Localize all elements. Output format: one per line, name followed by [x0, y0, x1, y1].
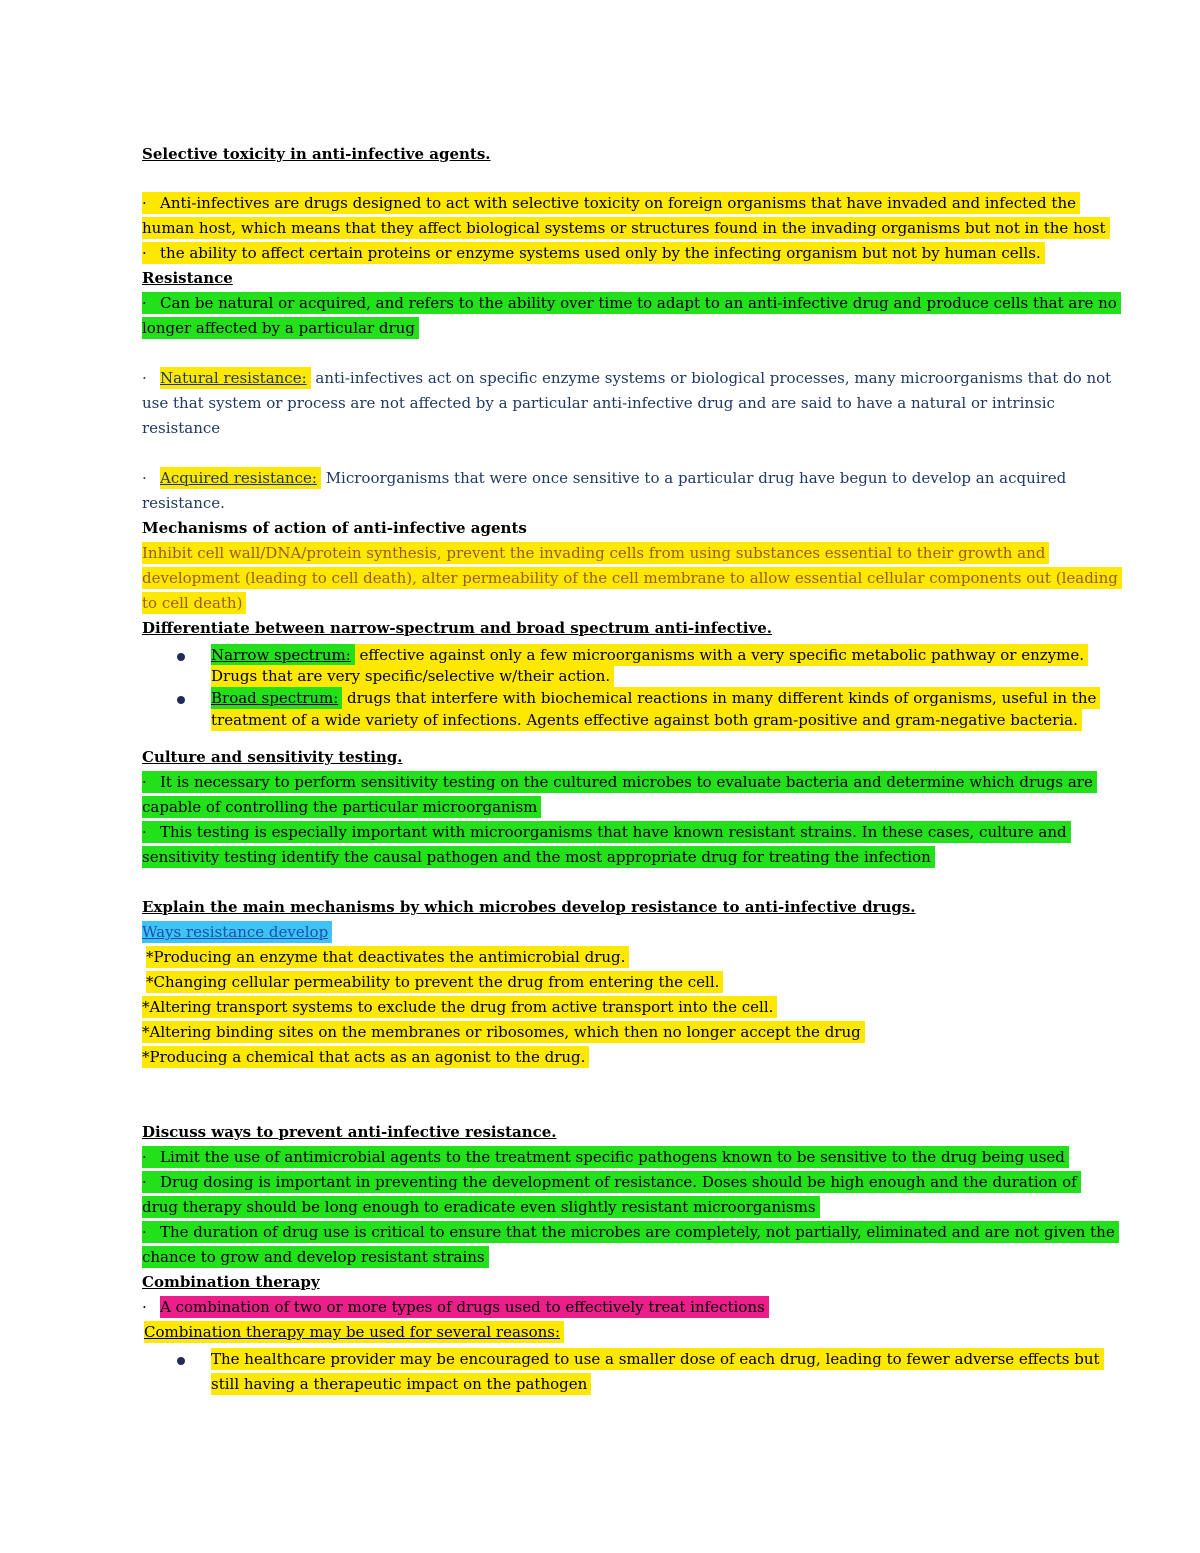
highlighted-text: The healthcare provider may be encouraged to use a smaller dose of each drug, leading to fewer adverse effects but	[211, 1348, 1104, 1370]
highlighted-text: *Altering binding sites on the membranes or ribosomes, which then no longer accept the drug	[142, 1021, 865, 1043]
highlighted-text: · This testing is especially important with microorganisms that have known resistant strains. In these cases, culture and	[142, 821, 1071, 843]
list-item	[142, 1020, 865, 1044]
section-heading-prevent: Discuss ways to prevent anti-infective resistance.	[142, 1123, 557, 1141]
paragraph-line: resistance	[142, 419, 221, 437]
highlighted-text: · Limit the use of antimicrobial agents to the treatment specific pathogens known to be sensitive to the drug being used	[142, 1146, 1069, 1168]
paragraph-line: · Acquired resistance: Microorganisms that were once sensitive to a particular drug have begun to develop an acquired	[142, 466, 1066, 490]
list-item-line	[211, 708, 1082, 732]
highlighted-text: to cell death)	[142, 592, 246, 614]
highlighted-text: chance to grow and develop resistant strains	[142, 1246, 489, 1268]
highlighted-text: human host, which means that they affect biological systems or structures found in the invading organisms but not in the host	[142, 217, 1110, 239]
paragraph-line	[142, 1220, 1119, 1244]
list-item	[146, 945, 629, 969]
list-bullet-dot	[177, 1357, 185, 1365]
list-item	[211, 1347, 1104, 1371]
paragraph-line	[142, 1145, 1069, 1169]
list-item	[142, 995, 777, 1019]
paragraph-line	[142, 770, 1097, 794]
paragraph-line	[142, 191, 1080, 215]
paragraph-line	[142, 1295, 769, 1319]
list-item	[146, 970, 723, 994]
highlighted-text: · It is necessary to perform sensitivity testing on the cultured microbes to evaluate bacteria and determine which drugs are	[142, 771, 1097, 793]
paragraph-line	[142, 845, 935, 869]
bullet: ·	[142, 469, 147, 487]
list-item-narrow: Narrow spectrum: effective against only a few microorganisms with a very specific metabolic pathway or enzyme.	[211, 643, 1088, 667]
paragraph-line	[142, 591, 246, 615]
paragraph-line: use that system or process are not affected by a particular anti-infective drug and are said to have a natural or intrinsic	[142, 394, 1055, 412]
paragraph-line	[142, 541, 1049, 565]
section-heading-mechanisms: Mechanisms of action of anti-infective agents	[142, 519, 527, 537]
highlighted-text: development (leading to cell death), alter permeability of the cell membrane to allow essential cellular components out (leading	[142, 567, 1122, 589]
list-item-broad: Broad spectrum: drugs that interfere with biochemical reactions in many different kinds of organisms, useful in the	[211, 686, 1100, 710]
paragraph-line	[142, 566, 1122, 590]
section-heading-culture: Culture and sensitivity testing.	[142, 748, 403, 766]
highlighted-text: Inhibit cell wall/DNA/protein synthesis, prevent the invading cells from using substances essential to their growth and	[142, 542, 1049, 564]
bullet: ·	[142, 369, 147, 387]
bullet: ·	[142, 823, 147, 841]
paragraph-line	[142, 1245, 489, 1269]
highlighted-text: longer affected by a particular drug	[142, 317, 419, 339]
bullet: ·	[142, 244, 147, 262]
section-heading-spectrum: Differentiate between narrow-spectrum and broad spectrum anti-infective.	[142, 619, 772, 637]
highlighted-text: capable of controlling the particular microorganism	[142, 796, 541, 818]
bullet: ·	[142, 294, 147, 312]
paragraph-line: · Natural resistance: anti-infectives act on specific enzyme systems or biological processes, many microorganisms that do not	[142, 366, 1111, 390]
list-item	[142, 1045, 589, 1069]
bullet: ·	[142, 194, 147, 212]
highlighted-text: · The duration of drug use is critical to ensure that the microbes are completely, not partially, eliminated and are not given the	[142, 1221, 1119, 1243]
highlighted-text: Combination therapy may be used for several reasons:	[144, 1321, 564, 1343]
paragraph-line	[142, 1170, 1081, 1194]
section-heading-resistance: Resistance	[142, 269, 233, 287]
term-broad-spectrum: Broad spectrum:	[211, 687, 342, 709]
term-natural-resistance: Natural resistance:	[160, 367, 311, 389]
ways-resistance-link[interactable]: Ways resistance develop	[142, 921, 332, 943]
highlighted-text: A combination of two or more types of drugs used to effectively treat infections	[160, 1296, 769, 1318]
highlighted-text: Drugs that are very specific/selective w/their action.	[211, 665, 614, 687]
list-item-line	[211, 664, 614, 688]
paragraph-line	[142, 1195, 820, 1219]
bullet: ·	[142, 1173, 147, 1191]
highlighted-text: *Producing a chemical that acts as an agonist to the drug.	[142, 1046, 589, 1068]
highlighted-text: sensitivity testing identify the causal pathogen and the most appropriate drug for treating the infection	[142, 846, 935, 868]
list-bullet-dot	[177, 653, 185, 661]
highlighted-text: still having a therapeutic impact on the pathogen	[211, 1373, 591, 1395]
highlighted-text: *Producing an enzyme that deactivates the antimicrobial drug.	[146, 946, 629, 968]
highlighted-text: · Anti-infectives are drugs designed to act with selective toxicity on foreign organisms that have invaded and infected the	[142, 192, 1080, 214]
term-narrow-spectrum: Narrow spectrum:	[211, 644, 355, 666]
section-heading-combination: Combination therapy	[142, 1273, 320, 1291]
paragraph-line	[142, 241, 1045, 265]
paragraph-line	[142, 216, 1110, 240]
highlighted-text: · Can be natural or acquired, and refers to the ability over time to adapt to an anti-infective drug and produce cells that are no	[142, 292, 1121, 314]
paragraph-line	[142, 291, 1121, 315]
highlighted-text: *Changing cellular permeability to prevent the drug from entering the cell.	[146, 971, 723, 993]
paragraph-line	[142, 820, 1071, 844]
bullet: ·	[142, 1298, 147, 1316]
bullet: ·	[142, 1148, 147, 1166]
highlighted-text: · Drug dosing is important in preventing the development of resistance. Doses should be high enough and the duration of	[142, 1171, 1081, 1193]
term-acquired-resistance: Acquired resistance:	[160, 467, 321, 489]
highlighted-text: *Altering transport systems to exclude the drug from active transport into the cell.	[142, 996, 777, 1018]
paragraph-line	[144, 1320, 564, 1344]
highlighted-text: drug therapy should be long enough to eradicate even slightly resistant microorganisms	[142, 1196, 820, 1218]
highlighted-text: · the ability to affect certain proteins or enzyme systems used only by the infecting organism but not by human cells.	[142, 242, 1045, 264]
paragraph-line	[142, 316, 419, 340]
section-heading-selective-toxicity: Selective toxicity in anti-infective agents.	[142, 145, 491, 163]
bullet: ·	[142, 1223, 147, 1241]
highlighted-text: treatment of a wide variety of infections. Agents effective against both gram-positive and gram-negative bacteria.	[211, 709, 1082, 731]
section-heading-explain: Explain the main mechanisms by which microbes develop resistance to anti-infective drugs.	[142, 898, 916, 916]
list-bullet-dot	[177, 696, 185, 704]
paragraph-line: resistance.	[142, 494, 225, 512]
paragraph-line	[142, 920, 332, 944]
paragraph-line	[142, 795, 541, 819]
bullet: ·	[142, 773, 147, 791]
list-item-line	[211, 1372, 591, 1396]
